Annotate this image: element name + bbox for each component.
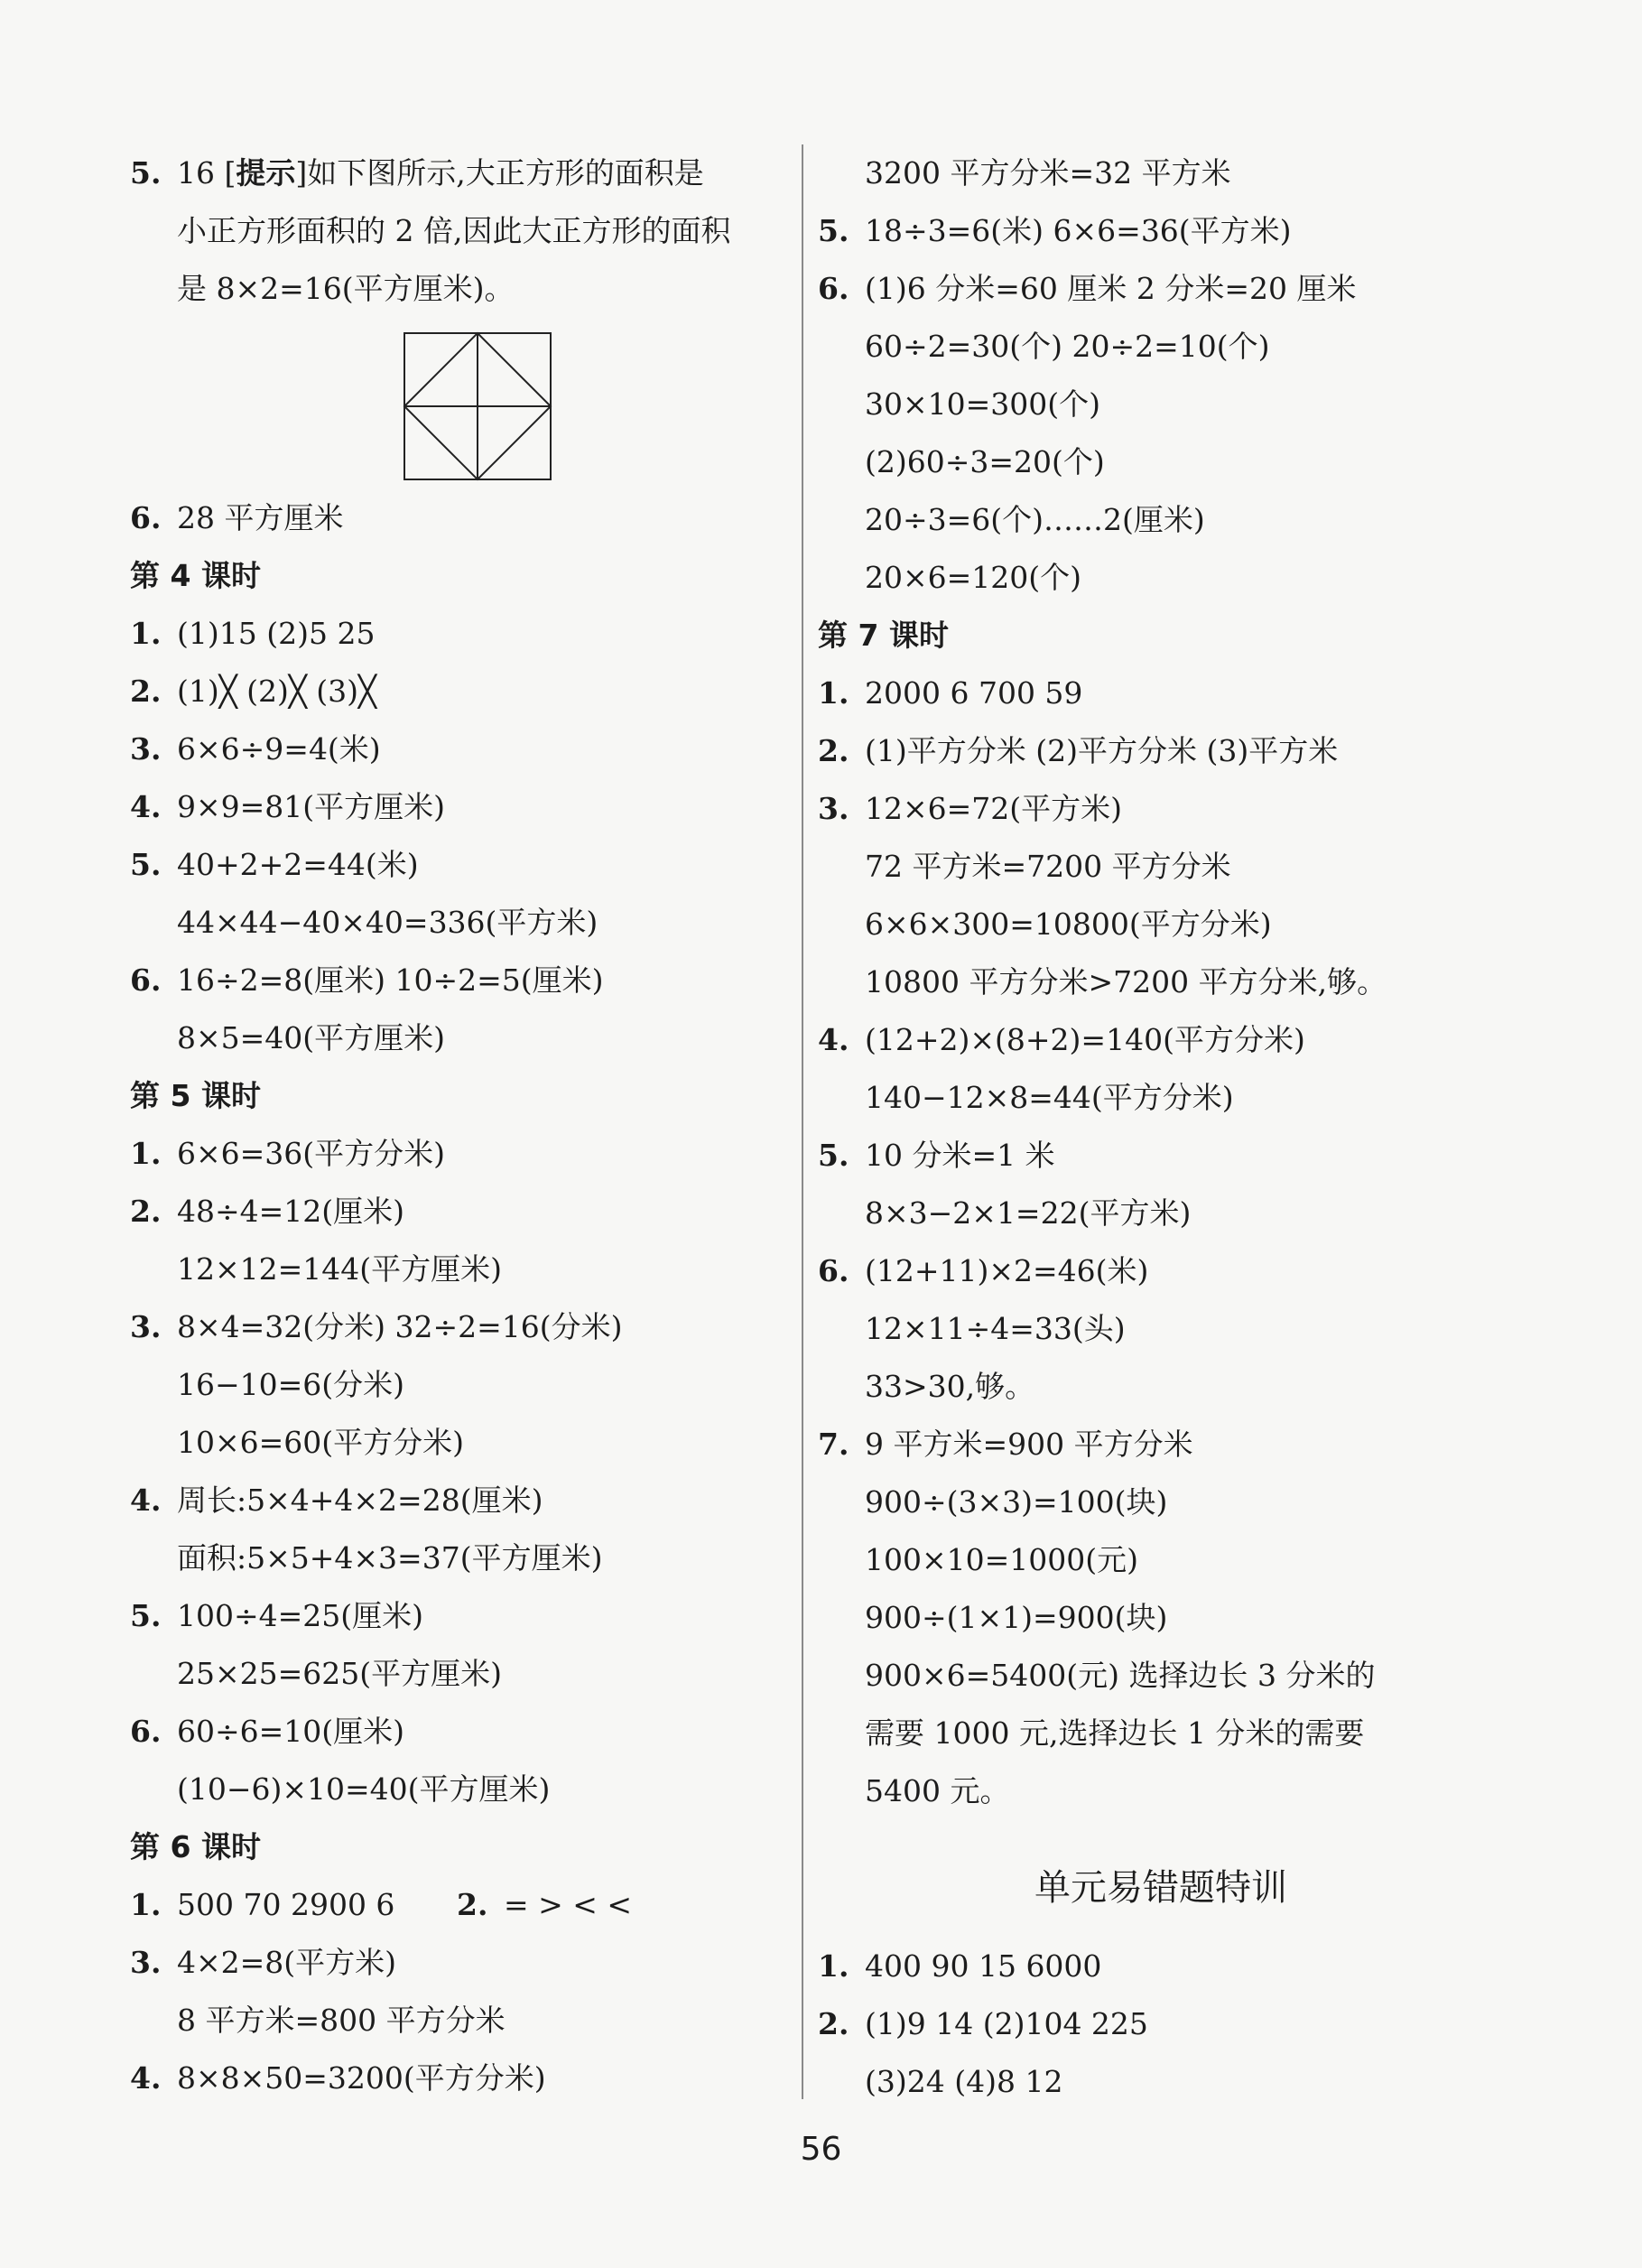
- question-number: 4.: [130, 1483, 162, 1518]
- answer-text: 60÷6=10(厘米): [177, 1714, 405, 1749]
- answer-text: 需要 1000 元,选择边长 1 分米的需要: [865, 1715, 1365, 1751]
- answer-text: 10800 平方分米>7200 平方分米,够。: [865, 964, 1387, 999]
- answer-text: 8×3−2×1=22(平方米): [865, 1195, 1192, 1231]
- answer-text: 28 平方厘米: [177, 500, 344, 535]
- answer-line: [818, 260, 1504, 318]
- answer-line: [818, 1416, 1504, 1473]
- answer-text: (1)平方分米 (2)平方分米 (3)平方米: [865, 733, 1339, 768]
- answer-line: [818, 1705, 1504, 1762]
- answer-text: 100÷4=25(厘米): [177, 1598, 424, 1633]
- answer-text: 16 [: [177, 155, 237, 191]
- question-number: 1.: [818, 1948, 849, 1984]
- answer-line: [130, 1298, 789, 1356]
- answer-line: [130, 1992, 789, 2050]
- question-number: 6.: [130, 962, 162, 998]
- answer-line: [130, 1183, 789, 1241]
- answer-line: [130, 663, 789, 720]
- answer-text: (10−6)×10=40(平方厘米): [177, 1771, 551, 1807]
- answer-line: [818, 665, 1504, 722]
- answer-line: [130, 1587, 789, 1645]
- answer-text: 20÷3=6(个)……2(厘米): [865, 502, 1205, 537]
- answer-text: 小正方形面积的 2 倍,因此大正方形的面积: [177, 213, 731, 248]
- answer-text: 6×6÷9=4(米): [177, 731, 381, 767]
- answer-line: [130, 894, 789, 952]
- answer-line: [130, 836, 789, 894]
- question-number: 5.: [130, 847, 162, 882]
- answer-text: 16÷2=8(厘米) 10÷2=5(厘米): [177, 962, 604, 998]
- lesson-heading: 第 4 课时: [130, 558, 261, 593]
- answer-text: 8×5=40(平方厘米): [177, 1020, 446, 1055]
- answer-line: [130, 778, 789, 836]
- question-number: 1.: [130, 1887, 162, 1922]
- answer-line: [818, 1011, 1504, 1069]
- right-column: [818, 144, 1504, 2111]
- answer-text: = > < <: [504, 1887, 633, 1922]
- answer-line: [818, 1762, 1504, 1820]
- answer-text: 5400 元。: [865, 1773, 1010, 1808]
- answer-text: 9×9=81(平方厘米): [177, 789, 446, 824]
- answer-text: 周长:5×4+4×2=28(厘米): [177, 1483, 543, 1518]
- answer-text: 10 分米=1 米: [865, 1138, 1055, 1173]
- question-number: 7.: [818, 1427, 849, 1462]
- question-number: 2.: [457, 1887, 488, 1922]
- answer-text: 900÷(1×1)=900(块): [865, 1600, 1168, 1635]
- question-number: 3.: [130, 1945, 162, 1980]
- answer-line: [818, 896, 1504, 953]
- answer-line: [130, 1472, 789, 1529]
- column-divider: [802, 144, 803, 2099]
- lesson-7-answers: [818, 665, 1504, 1820]
- answer-text: 48÷4=12(厘米): [177, 1194, 405, 1229]
- answer-line: [130, 1645, 789, 1703]
- page-number: 56: [800, 2131, 842, 2168]
- answer-text: 12×12=144(平方厘米): [177, 1251, 503, 1287]
- answer-text: 8 平方米=800 平方分米: [177, 2003, 506, 2038]
- answer-line: [818, 1300, 1504, 1358]
- answer-line: [130, 952, 789, 1009]
- answer-line: [130, 1009, 789, 1067]
- question-number: 4.: [818, 1022, 849, 1057]
- answer-text: 18÷3=6(米) 6×6=36(平方米): [865, 213, 1292, 248]
- question-number: 2.: [130, 1194, 162, 1229]
- question-number: 6.: [818, 1253, 849, 1288]
- question-number: 6.: [130, 500, 162, 535]
- question-number: 6.: [818, 271, 849, 306]
- answer-text: 8×8×50=3200(平方分米): [177, 2060, 546, 2096]
- answer-line: [818, 318, 1504, 376]
- answer-text: 9 平方米=900 平方分米: [865, 1427, 1193, 1462]
- question-number: 3.: [130, 731, 162, 767]
- answer-text: 10×6=60(平方分米): [177, 1425, 465, 1460]
- answer-text: 是 8×2=16(平方厘米)。: [177, 271, 515, 306]
- lesson-heading: 第 7 课时: [818, 618, 949, 653]
- answer-text: 60÷2=30(个) 20÷2=10(个): [865, 329, 1270, 364]
- answer-text: 100×10=1000(元): [865, 1542, 1139, 1577]
- lesson-6-answers: [130, 1934, 789, 2107]
- answer-text: 900×6=5400(元) 选择边长 3 分米的: [865, 1658, 1376, 1693]
- answer-text: 25×25=625(平方厘米): [177, 1656, 503, 1691]
- answer-line: [130, 1356, 789, 1414]
- question-number: 6.: [130, 1714, 162, 1749]
- question-number: 1.: [130, 616, 162, 651]
- answer-line: [130, 1703, 789, 1761]
- answer-line: [818, 1358, 1504, 1416]
- question-number: 1.: [818, 675, 849, 711]
- answer-text: (1)15 (2)5 25: [177, 616, 376, 651]
- answer-text: 40+2+2=44(米): [177, 847, 419, 882]
- answer-text: (3)24 (4)8 12: [865, 2064, 1063, 2099]
- answer-text: 12×6=72(平方米): [865, 791, 1123, 826]
- question-number: 3.: [130, 1309, 162, 1344]
- question-number: 5.: [130, 155, 162, 191]
- answer-text: (1)╳ (2)╳ (3)╳: [177, 674, 376, 709]
- answer-text: 8×4=32(分米) 32÷2=16(分米): [177, 1309, 623, 1344]
- answer-text: 44×44−40×40=336(平方米): [177, 905, 598, 940]
- answer-line: [818, 202, 1504, 260]
- answer-line: [818, 1185, 1504, 1242]
- answer-line: [818, 491, 1504, 549]
- answer-line: [130, 202, 789, 260]
- answer-text: 16−10=6(分米): [177, 1367, 405, 1402]
- answer-line: [818, 1647, 1504, 1705]
- answer-line: [818, 1995, 1504, 2053]
- question-number: 4.: [130, 789, 162, 824]
- answer-line: [818, 1473, 1504, 1531]
- answer-line: [818, 549, 1504, 607]
- answer-text: 900÷(3×3)=100(块): [865, 1484, 1168, 1520]
- answer-text: 30×10=300(个): [865, 386, 1101, 422]
- answer-text: (12+11)×2=46(米): [865, 1253, 1149, 1288]
- answer-line: [818, 1069, 1504, 1127]
- answer-line: [130, 1125, 789, 1183]
- answer-text: 500 70 2900 6: [177, 1887, 395, 1922]
- question-number: 2.: [130, 674, 162, 709]
- answer-line: [130, 1529, 789, 1587]
- answer-line: [130, 1876, 789, 1934]
- answer-line: [818, 1938, 1504, 1995]
- lesson-5-answers: [130, 1125, 789, 1818]
- answer-line: [818, 722, 1504, 780]
- lesson-6-continued: [818, 144, 1504, 607]
- answer-line: [130, 1761, 789, 1818]
- answer-line: [818, 2053, 1504, 2111]
- lesson-4-answers: [130, 605, 789, 1067]
- answer-text: (12+2)×(8+2)=140(平方分米): [865, 1022, 1305, 1057]
- answer-text: ]如下图所示,大正方形的面积是: [295, 155, 704, 191]
- question-number: 2.: [818, 733, 849, 768]
- left-column: [130, 144, 789, 2107]
- answer-line: [818, 1531, 1504, 1589]
- answer-line: [130, 260, 789, 318]
- question-number: 5.: [130, 1598, 162, 1633]
- answer-text: 4×2=8(平方米): [177, 1945, 397, 1980]
- answer-text: 3200 平方分米=32 平方米: [865, 155, 1231, 191]
- answer-line: [818, 953, 1504, 1011]
- question-number: 4.: [130, 2060, 162, 2096]
- answer-line: [818, 1127, 1504, 1185]
- answer-text: 20×6=120(个): [865, 560, 1082, 595]
- lesson-heading: 第 5 课时: [130, 1078, 261, 1113]
- answer-text: 6×6=36(平方分米): [177, 1136, 446, 1171]
- answer-line: [130, 144, 789, 202]
- answer-line: [818, 1242, 1504, 1300]
- question-number: 2.: [818, 2006, 849, 2041]
- answer-text: 6×6×300=10800(平方分米): [865, 906, 1272, 942]
- answer-line: [130, 605, 789, 663]
- square-figure: [130, 318, 789, 489]
- answer-text: 面积:5×5+4×3=37(平方厘米): [177, 1540, 603, 1576]
- answer-line: [818, 838, 1504, 896]
- answer-text: 2000 6 700 59: [865, 675, 1083, 711]
- drill-answers: [818, 1938, 1504, 2111]
- question-number: 5.: [818, 213, 849, 248]
- question-number: 3.: [818, 791, 849, 826]
- hint-label: 提示: [236, 155, 296, 191]
- question-number: 1.: [130, 1136, 162, 1171]
- answer-text: (1)6 分米=60 厘米 2 分米=20 厘米: [865, 271, 1357, 306]
- answer-text: 33>30,够。: [865, 1369, 1035, 1404]
- answer-text: 72 平方米=7200 平方分米: [865, 849, 1231, 884]
- answer-line: [818, 1589, 1504, 1647]
- answer-line: [818, 780, 1504, 838]
- answer-line: [130, 1414, 789, 1472]
- nested-squares-diagram: [403, 331, 552, 481]
- answer-line: [818, 433, 1504, 491]
- section-title: 单元易错题特训: [1034, 1867, 1287, 1909]
- answer-text: (1)9 14 (2)104 225: [865, 2006, 1148, 2041]
- answer-text: 400 90 15 6000: [865, 1948, 1102, 1984]
- answer-text: 140−12×8=44(平方分米): [865, 1080, 1234, 1115]
- answer-line: [130, 720, 789, 778]
- answer-line: [130, 489, 789, 547]
- answer-line: [130, 2050, 789, 2107]
- answer-line: [130, 1934, 789, 1992]
- answer-line: [818, 144, 1504, 202]
- question-number: 5.: [818, 1138, 849, 1173]
- lesson-heading: 第 6 课时: [130, 1829, 261, 1864]
- answer-line: [130, 1241, 789, 1298]
- answer-text: 12×11÷4=33(头): [865, 1311, 1126, 1346]
- answer-text: (2)60÷3=20(个): [865, 444, 1105, 479]
- answer-line: [818, 376, 1504, 433]
